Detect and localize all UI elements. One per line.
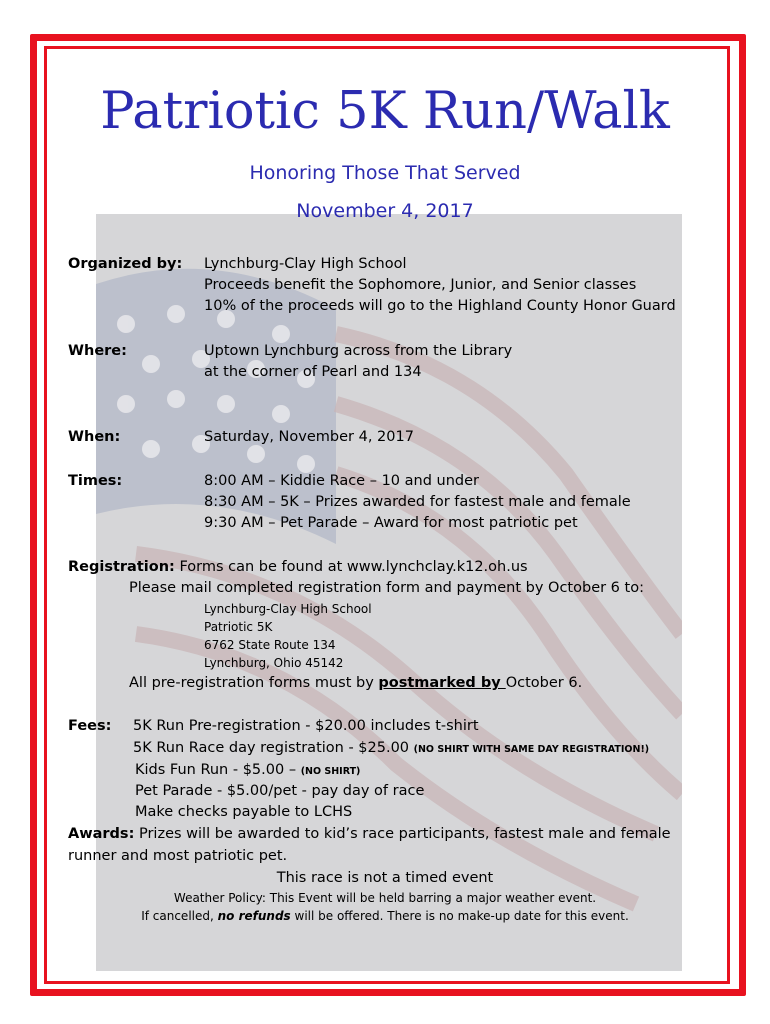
event-date-heading: November 4, 2017	[296, 200, 474, 222]
subtitle: Honoring Those That Served	[249, 162, 521, 184]
cancel-c: will be offered. There is no make-up date for this event.	[290, 909, 629, 923]
preregistration-note	[129, 675, 582, 691]
fee-line	[133, 740, 649, 756]
when-label: When:	[68, 429, 121, 445]
awards-text: Prizes will be awarded to kid’s race participants, fastest male and female	[134, 826, 671, 842]
times-label: Times:	[68, 473, 123, 489]
pre-c: October 6.	[505, 675, 583, 691]
awards-line	[68, 826, 671, 842]
times-line: 9:30 AM – Pet Parade – Award for most patriotic pet	[204, 515, 578, 531]
registration-label: Registration:	[68, 559, 175, 575]
address-line: Lynchburg, Ohio 45142	[204, 656, 344, 670]
fee-line	[135, 762, 360, 778]
fee-line: Make checks payable to LCHS	[135, 804, 353, 820]
fees-label: Fees:	[68, 718, 112, 734]
awards-line2: runner and most patriotic pet.	[68, 848, 288, 864]
cancel-a: If cancelled,	[141, 909, 218, 923]
organized-line: Proceeds benefit the Sophomore, Junior, and Senior classes	[204, 277, 637, 293]
address-line: 6762 State Route 134	[204, 638, 336, 652]
registration-line	[68, 559, 528, 575]
registration-text: Forms can be found at www.lynchclay.k12.oh.us	[174, 559, 528, 575]
where-label: Where:	[68, 343, 127, 359]
page-title: Patriotic 5K Run/Walk	[100, 82, 670, 141]
times-line: 8:00 AM – Kiddie Race – 10 and under	[204, 473, 479, 489]
awards-label: Awards:	[68, 826, 135, 842]
registration-mail: Please mail completed registration form and payment by October 6 to:	[129, 580, 644, 596]
organized-line: Lynchburg-Clay High School	[204, 256, 407, 272]
postmarked-by: postmarked by	[378, 675, 506, 691]
when-value: Saturday, November 4, 2017	[204, 429, 414, 445]
cancellation-policy	[0, 909, 770, 923]
fee-line3: Kids Fun Run - $5.00 –	[135, 762, 301, 778]
times-line: 8:30 AM – 5K – Prizes awarded for fastest male and female	[204, 494, 631, 510]
fee-note: (NO SHIRT WITH SAME DAY REGISTRATION!)	[413, 744, 650, 755]
fee-note: (NO SHIRT)	[300, 766, 361, 777]
fee-line2: 5K Run Race day registration - $25.00	[133, 740, 414, 756]
pre-a: All pre-registration forms must by	[129, 675, 379, 691]
address-line: Patriotic 5K	[204, 620, 273, 634]
where-line: at the corner of Pearl and 134	[204, 364, 422, 380]
where-line: Uptown Lynchburg across from the Library	[204, 343, 513, 359]
fee-line: Pet Parade - $5.00/pet - pay day of race	[135, 783, 425, 799]
organized-label: Organized by:	[68, 256, 183, 272]
fee-line: 5K Run Pre-registration - $20.00 includes t-shirt	[133, 718, 479, 734]
organized-line: 10% of the proceeds will go to the Highland County Honor Guard	[204, 298, 676, 314]
no-refunds: no refunds	[217, 909, 291, 923]
not-timed-note: This race is not a timed event	[276, 870, 494, 886]
address-line: Lynchburg-Clay High School	[204, 602, 372, 616]
weather-policy: Weather Policy: This Event will be held barring a major weather event.	[173, 891, 597, 905]
